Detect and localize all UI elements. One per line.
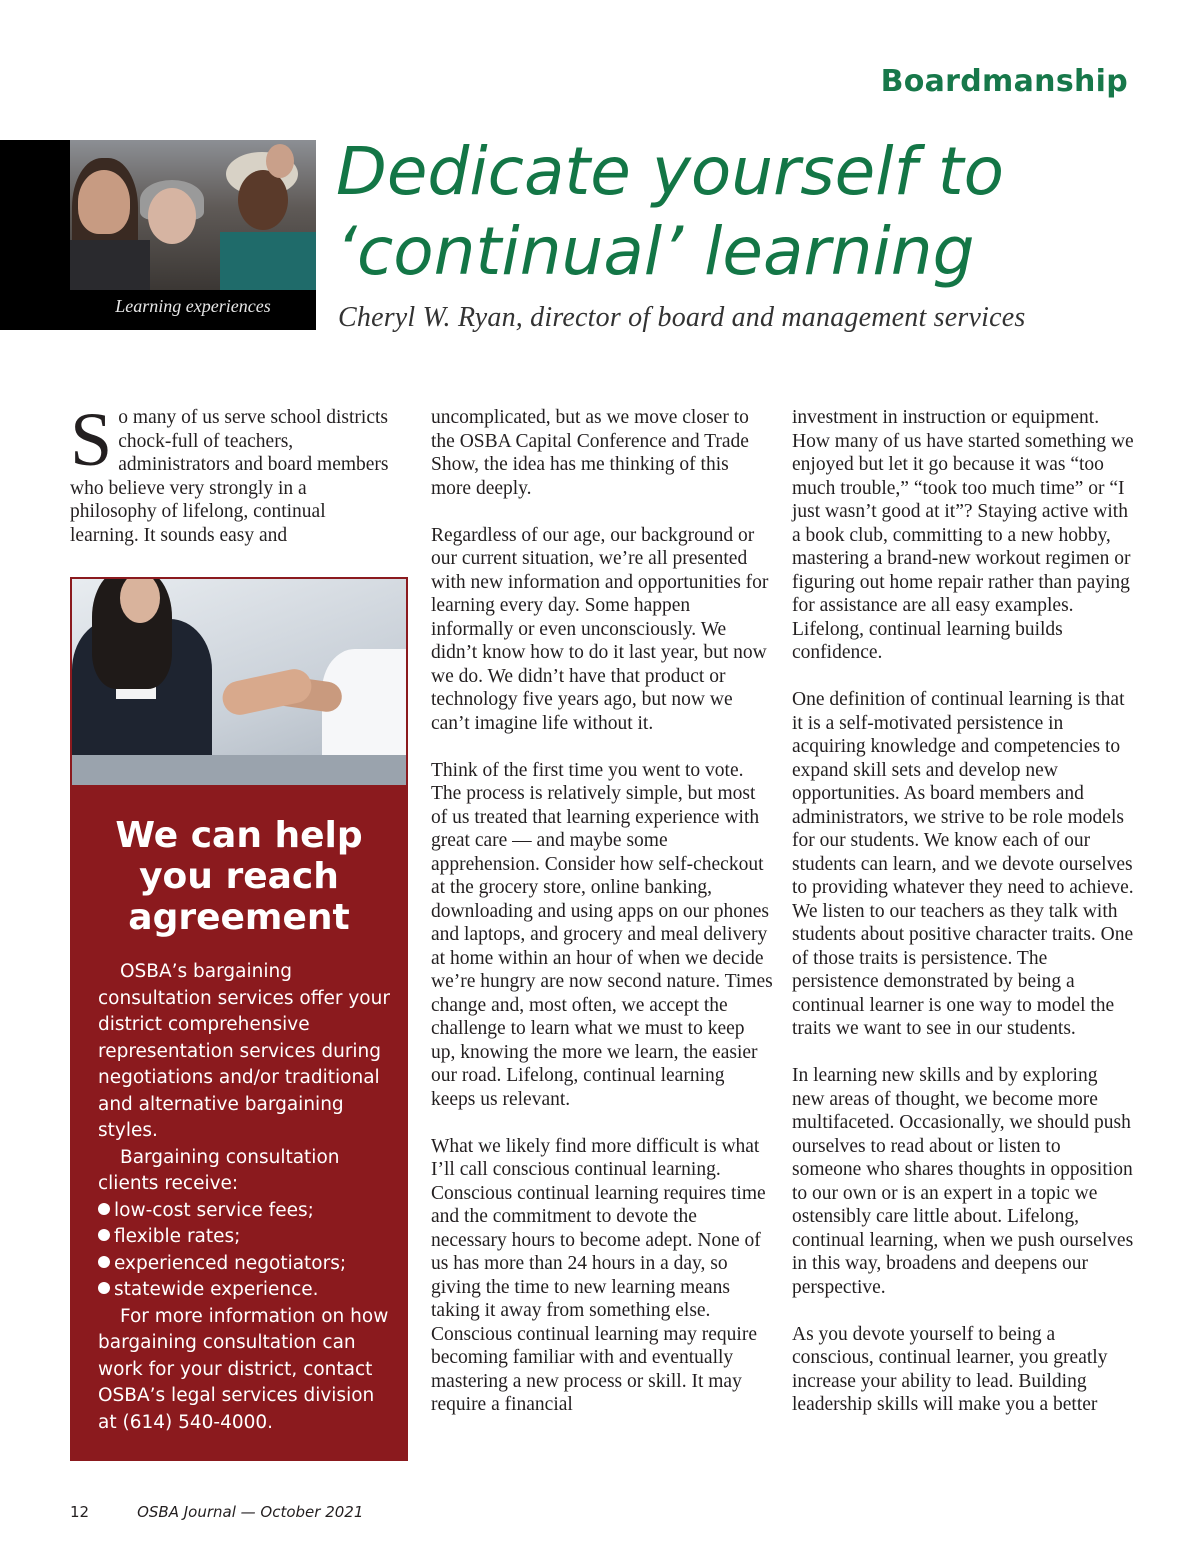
ad-paragraph: OSBA’s bargaining consultation services offer your district comprehensive representation services during negotiations and/or traditional and alternative bargaining styles. <box>98 961 390 1141</box>
handshake-photo <box>72 579 406 785</box>
ad-body <box>98 959 398 1436</box>
list-item <box>98 1224 398 1251</box>
ad-heading-line: agreement <box>128 897 350 938</box>
bullet-icon <box>98 1203 110 1215</box>
list-item-text: low-cost service fees; <box>114 1199 314 1221</box>
list-item <box>98 1251 398 1278</box>
publication-info: OSBA Journal — October 2021 <box>137 1503 364 1521</box>
page-number: 12 <box>70 1503 90 1521</box>
title-line-2: ‘continual’ learning <box>336 213 975 290</box>
paragraph: As you devote yourself to being a conscious, continual learner, you greatly increase your ability to lead. Building leadership skills will make you a better <box>792 1323 1108 1415</box>
bullet-icon <box>98 1229 110 1241</box>
article-column-2 <box>431 406 773 1440</box>
byline: Cheryl W. Ryan, director of board and management services <box>338 302 1026 333</box>
list-item-text: flexible rates; <box>114 1226 241 1247</box>
ad-paragraph: Bargaining consultation clients receive: <box>98 1146 340 1194</box>
article-title <box>336 132 1156 292</box>
photo-caption: Learning experiences <box>115 296 271 316</box>
ad-heading-line: you reach <box>139 856 339 897</box>
list-item-text: experienced negotiators; <box>114 1252 347 1274</box>
list-item <box>98 1198 398 1225</box>
drop-cap: S <box>70 398 113 482</box>
paragraph: One definition of continual learning is that it is a self-motivated persistence in acquiring knowledge and competencies to expand skill sets and develop new opportunities. As board members and administrators, we strive to be role models for our students. We know each of our students can learn, and we devote ourselves to providing whatever they need to achieve. We listen to our teachers as they talk with students about positive character traits. One of those traits is persistence. The persistence demonstrated by being a continual learner is one way to model the traits we want to see in our students. <box>792 689 1134 1039</box>
bargaining-ad <box>70 577 408 1461</box>
paragraph: investment in instruction or equipment. How many of us have started something we enjoyed but let it go because it was “too much trouble,” “took too much time” or “I just wasn’t good at it”? Staying active with a book club, committing to a new hobby, mastering a brand-new workout regimen or figuring out home repair rather than paying for assistance are all easy examples. Lifelong, continual learning builds confidence. <box>792 407 1134 663</box>
paragraph-text: o many of us serve school districts chock-full of teachers, administrators and board members who believe very strongly in a philosophy of lifelong, continual learning. It sounds easy and <box>70 407 389 546</box>
bullet-icon <box>98 1256 110 1268</box>
paragraph: uncomplicated, but as we move closer to the OSBA Capital Conference and Trade Show, the idea has me thinking of this more deeply. <box>431 407 749 499</box>
paragraph: In learning new skills and by exploring new areas of thought, we become more multifaceted. Occasionally, we should push ourselves to read about or listen to someone who shares thoughts in opposition to our own or is an expert in a topic we ostensibly care little about. Lifelong, continual learning, when we push ourselves in this way, broadens and deepens our perspective. <box>792 1065 1134 1298</box>
bullet-icon <box>98 1282 110 1294</box>
page-footer <box>70 1503 363 1521</box>
paragraph: Think of the first time you went to vote. The process is relatively simple, but most of us treated that learning experience with great care — and maybe some apprehension. Consider how self-checkout at the grocery store, online banking, downloading and using apps on our phones and laptops, and grocery and meal delivery at home within an hour of when we decide we’re hungry are now second nature. Times change and, most often, we accept the challenge to learn what we must to keep up, knowing the more we learn, the easier our road. Lifelong, continual learning keeps us relevant. <box>431 759 773 1110</box>
ad-heading-line: We can help <box>115 815 363 856</box>
paragraph: What we likely find more difficult is what I’ll call conscious continual learning. Conscious continual learning requires time and the commitment to devote the necessary hours to become adept. None of us has more than 24 hours in a day, so giving the time to new learning means taking it away from something else. Conscious continual learning may require becoming familiar with and eventually mastering a new process or skill. It may require a financial <box>431 1135 766 1415</box>
list-item-text: statewide experience. <box>114 1279 319 1300</box>
article-column-3 <box>792 406 1134 1440</box>
paragraph: Regardless of our age, our background or our current situation, we’re all presented with new information and opportunities for learning every day. Some happen informally or even unconsciously. We didn’t know how to do it last year, but now we do. We didn’t have that product or technology five years ago, but now we can’t imagine life without it. <box>431 524 769 734</box>
article-column-1 <box>70 398 390 571</box>
section-label: Boardmanship <box>880 64 1128 99</box>
list-item <box>98 1277 398 1304</box>
ad-heading <box>70 815 408 938</box>
audience-photo <box>70 140 316 290</box>
title-line-1: Dedicate yourself to <box>336 133 1005 210</box>
photo-block <box>0 140 316 330</box>
paragraph <box>70 398 390 547</box>
ad-bullet-list <box>98 1198 398 1304</box>
ad-paragraph: For more information on how bargaining consultation can work for your district, contact OSBA’s legal services division at (614) 540-4000. <box>98 1305 389 1433</box>
